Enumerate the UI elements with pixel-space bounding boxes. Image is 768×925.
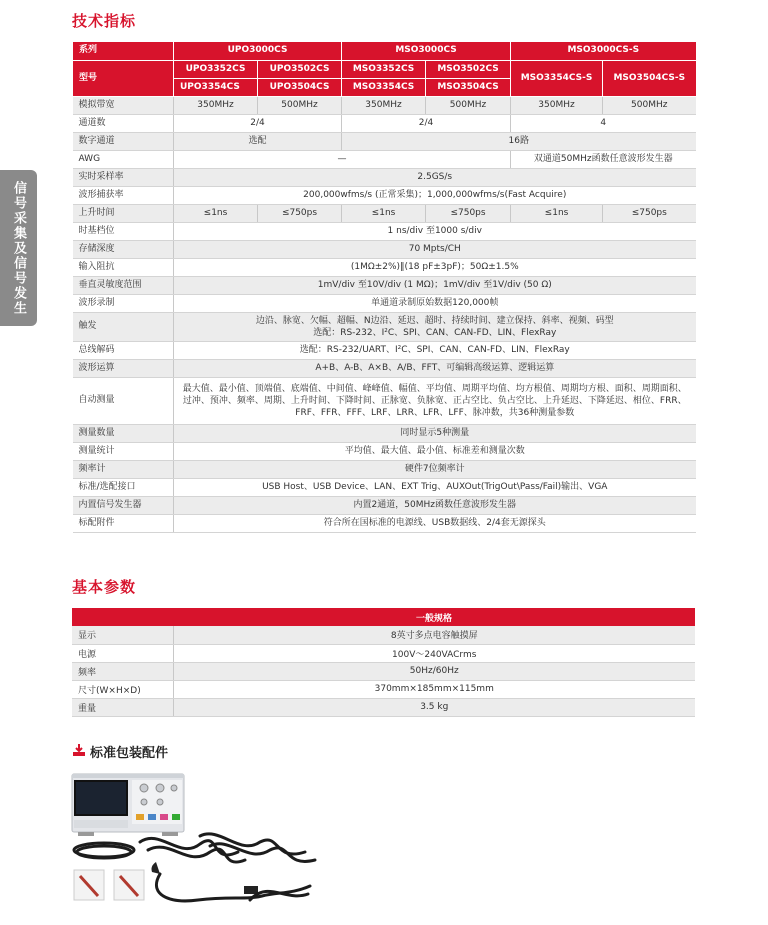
row-label: 触发 [73, 312, 174, 341]
cell: 16路 [342, 132, 696, 150]
cell: 双通道50MHz函数任意波形发生器 [511, 150, 696, 168]
row-label: 总线解码 [73, 341, 174, 359]
table-row [73, 341, 696, 359]
table-row [73, 276, 696, 294]
table-row [73, 478, 696, 496]
model-label: 型号 [73, 60, 174, 96]
model-row-top [73, 60, 696, 78]
cell: ≤1ns [511, 204, 603, 222]
spec-table [72, 42, 696, 533]
table-row [73, 150, 696, 168]
model-cell: UPO3352CS [174, 60, 258, 78]
table-row [73, 114, 696, 132]
row-label: 模拟带宽 [73, 96, 174, 114]
row-label: 输入阻抗 [73, 258, 174, 276]
accessories-photo [70, 770, 340, 910]
cell: 2/4 [342, 114, 511, 132]
series-mso: MSO3000CS [342, 42, 511, 60]
table-row [73, 312, 696, 341]
cell: A+B、A-B、A×B、A/B、FFT、可编辑高级运算、逻辑运算 [174, 359, 696, 377]
table-row [73, 132, 696, 150]
cell: 3.5 kg [173, 698, 695, 716]
cell-line: 最大值、最小值、顶端值、底端值、中间值、峰峰值、幅值、平均值、周期平均值、均方根值、周期均方根、面积、周期面积、 [182, 383, 687, 394]
row-label: 显示 [72, 626, 173, 644]
cell: (1MΩ±2%)‖(18 pF±3pF)；50Ω±1.5% [174, 258, 696, 276]
cell: 硬件7位频率计 [174, 460, 696, 478]
cell: 选配：RS-232/UART、I²C、SPI、CAN、CAN-FD、LIN、FlexRay [174, 341, 696, 359]
model-cell: UPO3504CS [258, 78, 342, 96]
spec-section-title: 技术指标 [72, 12, 137, 30]
table-row [73, 359, 696, 377]
series-upo: UPO3000CS [174, 42, 342, 60]
table-row [73, 496, 696, 514]
row-label: 测量数量 [73, 424, 174, 442]
model-cell: MSO3504CS [426, 78, 511, 96]
cell-line: FRF、FFR、FFF、LRF、LRR、LFR、LFF、脉冲数，共36种测量参数 [295, 407, 575, 418]
cell: 350MHz [174, 96, 258, 114]
cell: ≤750ps [426, 204, 511, 222]
cell: ≤750ps [258, 204, 342, 222]
cell: 4 [511, 114, 696, 132]
series-row [73, 42, 696, 60]
cell: 70 Mpts/CH [174, 240, 696, 258]
cell: ≤1ns [342, 204, 426, 222]
row-label: 测量统计 [73, 442, 174, 460]
cell: 350MHz [511, 96, 603, 114]
row-label: 波形运算 [73, 359, 174, 377]
row-label: 存储深度 [73, 240, 174, 258]
table-row [73, 424, 696, 442]
table-row [72, 644, 695, 662]
row-label: 数字通道 [73, 132, 174, 150]
cell: 350MHz [342, 96, 426, 114]
row-label: AWG [73, 150, 174, 168]
side-category-tab[interactable]: 信号采集及信号发生 [0, 170, 37, 326]
cell: 500MHz [426, 96, 511, 114]
row-label: 垂直灵敏度范围 [73, 276, 174, 294]
cell: 370mm×185mm×115mm [173, 680, 695, 698]
basic-header: 一般规格 [173, 608, 695, 626]
cell: 200,000wfms/s (正常采集)；1,000,000wfms/s(Fast Acquire) [174, 186, 696, 204]
cell: ≤1ns [174, 204, 258, 222]
row-label: 频率 [72, 662, 173, 680]
basic-section-title: 基本参数 [72, 578, 137, 596]
row-label: 标准/选配接口 [73, 478, 174, 496]
basic-header-row [72, 608, 695, 626]
table-row [73, 442, 696, 460]
cell-line: 过冲、预冲、频率、周期、上升时间、下降时间、正脉宽、负脉宽、正占空比、负占空比、上升延迟、下降延迟、相位、FRR、 [182, 395, 687, 406]
table-row [73, 222, 696, 240]
table-row [73, 294, 696, 312]
cell: 1mV/div 至10V/div (1 MΩ)；1mV/div 至1V/div (50 Ω) [174, 276, 696, 294]
table-row [73, 514, 696, 532]
cell: USB Host、USB Device、LAN、EXT Trig、AUXOut(TrigOut\Pass/Fail)输出、VGA [174, 478, 696, 496]
cell: 同时显示5种测量 [174, 424, 696, 442]
row-label: 内置信号发生器 [73, 496, 174, 514]
cell: 2.5GS/s [174, 168, 696, 186]
probe-tips-image [74, 870, 144, 900]
cell: 内置2通道，50MHz函数任意波形发生器 [174, 496, 696, 514]
cell-line: 边沿、脉宽、欠幅、超幅、N边沿、延迟、超时、持续时间、建立保持、斜率、视频、码型 [255, 315, 614, 326]
cell: 100V～240VACrms [173, 644, 695, 662]
model-cell: MSO3354CS [342, 78, 426, 96]
cell: 选配 [174, 132, 342, 150]
table-row [73, 258, 696, 276]
package-icon [72, 743, 86, 761]
row-label: 时基档位 [73, 222, 174, 240]
cell: ≤750ps [603, 204, 696, 222]
row-label: 通道数 [73, 114, 174, 132]
model-cell: UPO3502CS [258, 60, 342, 78]
cell [174, 377, 696, 424]
model-cell: MSO3504CS-S [603, 60, 696, 96]
cell: 50Hz/60Hz [173, 662, 695, 680]
row-label: 上升时间 [73, 204, 174, 222]
table-row [73, 204, 696, 222]
table-row [73, 460, 696, 478]
cell: 8英寸多点电容触摸屏 [173, 626, 695, 644]
series-label: 系列 [73, 42, 174, 60]
table-row [73, 240, 696, 258]
cell: 单通道录制原始数据120,000帧 [174, 294, 696, 312]
model-cell: MSO3502CS [426, 60, 511, 78]
header-spacer [72, 608, 173, 626]
row-label: 自动测量 [73, 377, 174, 424]
cell: 平均值、最大值、最小值、标准差和测量次数 [174, 442, 696, 460]
row-label: 波形捕获率 [73, 186, 174, 204]
series-mso-s: MSO3000CS-S [511, 42, 696, 60]
probe-cables-image [140, 834, 315, 862]
row-label: 重量 [72, 698, 173, 716]
cell [174, 312, 696, 341]
coiled-cable-image [74, 843, 134, 858]
table-row [73, 96, 696, 114]
table-row [72, 698, 695, 716]
table-row [73, 186, 696, 204]
table-row [72, 626, 695, 644]
oscilloscope-image [72, 774, 184, 836]
row-label: 实时采样率 [73, 168, 174, 186]
cell: 500MHz [258, 96, 342, 114]
model-cell: MSO3352CS [342, 60, 426, 78]
package-title [72, 742, 168, 761]
model-cell: MSO3354CS-S [511, 60, 603, 96]
table-row [72, 680, 695, 698]
package-title-text: 标准包装配件 [90, 746, 169, 761]
row-label: 频率计 [73, 460, 174, 478]
table-row [72, 662, 695, 680]
basic-table [72, 608, 695, 717]
row-label: 标配附件 [73, 514, 174, 532]
model-cell: UPO3354CS [174, 78, 258, 96]
cell: 符合所在国标准的电源线、USB数据线、2/4套无源探头 [174, 514, 696, 532]
cell: 2/4 [174, 114, 342, 132]
row-label: 波形录制 [73, 294, 174, 312]
table-row [73, 168, 696, 186]
cell-line: 选配：RS-232、I²C、SPI、CAN、CAN-FD、LIN、FlexRay [313, 327, 557, 338]
row-label: 尺寸(W×H×D) [72, 680, 173, 698]
cell: 1 ns/div 至1000 s/div [174, 222, 696, 240]
cell: — [174, 150, 511, 168]
table-row [73, 377, 696, 424]
row-label: 电源 [72, 644, 173, 662]
cell: 500MHz [603, 96, 696, 114]
